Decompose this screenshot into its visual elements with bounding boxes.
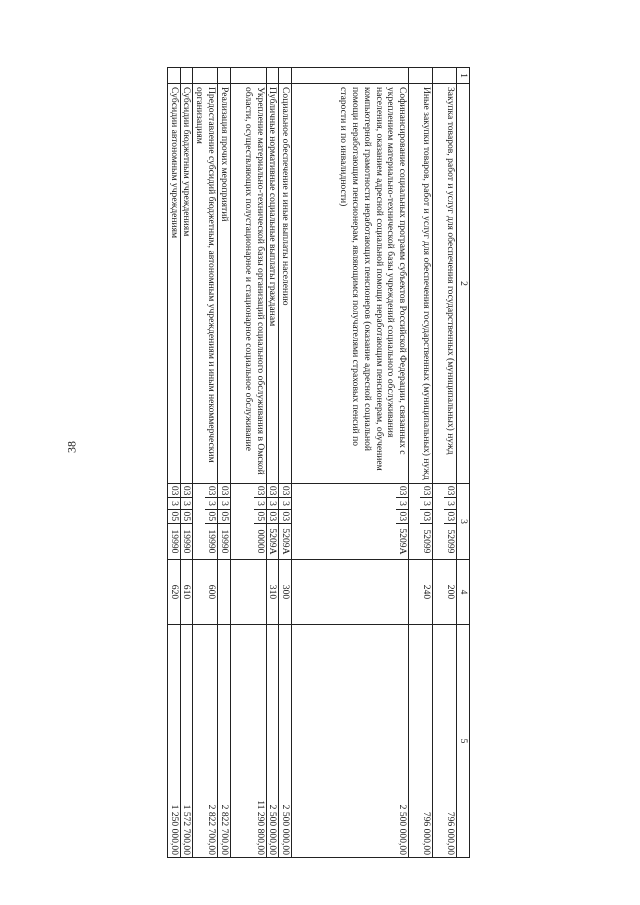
row-kind: 600: [193, 560, 217, 625]
code-part-2: 3: [168, 498, 180, 509]
code-part-2: 3: [254, 498, 266, 509]
code-part-3: 03: [267, 510, 279, 524]
row-code: [266, 484, 279, 560]
table-row: [292, 68, 409, 858]
code-part-1: 03: [218, 484, 230, 498]
page-number: 38: [64, 441, 79, 453]
code-part-3: 03: [444, 510, 456, 524]
row-name: Софинансирование социальных программ субъектов Российской Федерации, связанных с укреплением материально-технической базы учреждений социального обслуживания населения, оказанием адресной социальной помощи неработающим пенсионерам, обучением компьютерной грамотности неработающих пенсионеров (оказание адресной социальной помощи неработающим пенсионерам, являющимся получателями страховых пенсий по старости и по инвалидности): [292, 84, 409, 484]
code-part-1: 03: [444, 484, 456, 498]
row-name: Социальное обеспечение и иные выплаты населению: [279, 84, 292, 484]
code-part-4: 19990: [205, 529, 217, 554]
row-sum: 2 822 700,00: [217, 625, 230, 858]
table-row: [266, 68, 279, 858]
code-part-3: 05: [218, 510, 230, 524]
code-part-2: 3: [218, 498, 230, 509]
row-kind: 240: [409, 560, 433, 625]
row-kind: [292, 560, 409, 625]
code-part-2: 3: [444, 498, 456, 509]
code-part-2: 3: [420, 498, 432, 509]
budget-table-rotated: [100, 67, 470, 857]
row-code: [433, 484, 457, 560]
row-sum: 1 572 700,00: [180, 625, 193, 858]
header-col-4: 4: [457, 560, 470, 625]
row-col-1: [168, 68, 181, 84]
row-sum: 2 822 700,00: [193, 625, 217, 858]
row-sum: 2 500 000,00: [279, 625, 292, 858]
code-part-1: 03: [267, 484, 279, 498]
header-row: [457, 68, 470, 858]
row-kind: 200: [433, 560, 457, 625]
code-part-2: 3: [205, 498, 217, 509]
table-row: [180, 68, 193, 858]
code-part-4: 5209A: [267, 528, 279, 555]
code-part-3: 05: [205, 510, 217, 524]
row-code: [217, 484, 230, 560]
code-part-3: 03: [279, 510, 291, 524]
row-kind: 620: [168, 560, 181, 625]
row-col-1: [193, 68, 217, 84]
code-part-3: 03: [420, 510, 432, 524]
table-row: [433, 68, 457, 858]
row-col-1: [433, 68, 457, 84]
row-name: Реализация прочих мероприятий: [217, 84, 230, 484]
table-body: [168, 68, 457, 858]
table-row: [217, 68, 230, 858]
code-parts: [181, 484, 193, 559]
row-kind: 610: [180, 560, 193, 625]
code-part-1: 03: [396, 484, 408, 498]
row-sum: 1 250 000,00: [168, 625, 181, 858]
header-col-1: 1: [457, 68, 470, 84]
code-part-4: 5209A: [280, 528, 291, 555]
row-kind: [217, 560, 230, 625]
row-name: Субсидии автономным учреждениям: [168, 84, 181, 484]
table-row: [230, 68, 266, 858]
code-part-3: 05: [168, 510, 180, 524]
row-name: Публичные нормативные социальные выплаты гражданам: [266, 84, 279, 484]
header-col-2: 2: [457, 84, 470, 484]
budget-table: [167, 67, 470, 858]
header-col-5: 5: [457, 625, 470, 858]
table-row: [279, 68, 292, 858]
code-parts: [396, 484, 408, 559]
table-row: [193, 68, 217, 858]
code-part-4: 19990: [218, 529, 230, 554]
code-part-4: 19990: [181, 529, 193, 554]
code-parts: [168, 484, 180, 559]
code-part-4: 52099: [445, 529, 456, 554]
row-name: Иные закупки товаров, работ и услуг для обеспечения государственных (муниципальных) нужд: [409, 84, 433, 484]
code-part-1: 03: [420, 484, 432, 498]
code-part-1: 03: [279, 484, 291, 498]
row-sum: 796 000,00: [433, 625, 457, 858]
row-code: [279, 484, 292, 560]
row-code: [409, 484, 433, 560]
code-part-4: 00000: [254, 529, 266, 554]
row-kind: 310: [266, 560, 279, 625]
table-row: [409, 68, 433, 858]
code-part-2: 3: [396, 498, 408, 509]
row-name: Предоставление субсидий бюджетным, автономным учреждениям и иным некоммерческим организациям: [193, 84, 217, 484]
code-part-1: 03: [181, 484, 193, 498]
row-sum: 11 290 800,00: [230, 625, 266, 858]
code-parts: [254, 484, 266, 559]
row-code: [230, 484, 266, 560]
code-part-3: 03: [396, 510, 408, 524]
row-kind: [230, 560, 266, 625]
code-part-4: 5209A: [397, 528, 408, 555]
code-part-1: 03: [168, 484, 180, 498]
code-part-4: 52099: [421, 529, 432, 554]
row-col-1: [292, 68, 409, 84]
row-col-1: [217, 68, 230, 84]
row-name: Закупка товаров, работ и услуг для обеспечения государственных (муниципальных) нужд: [433, 84, 457, 484]
code-parts: [218, 484, 230, 559]
row-sum: 2 500 000,00: [266, 625, 279, 858]
code-part-2: 3: [267, 498, 279, 509]
row-code: [292, 484, 409, 560]
code-parts: [267, 484, 279, 559]
row-col-1: [279, 68, 292, 84]
code-part-3: 05: [254, 510, 266, 524]
code-part-4: 19990: [168, 529, 180, 554]
row-col-1: [180, 68, 193, 84]
row-code: [193, 484, 217, 560]
code-part-1: 03: [205, 484, 217, 498]
code-part-2: 3: [181, 498, 193, 509]
code-parts: [279, 484, 291, 559]
code-parts: [205, 484, 217, 559]
row-code: [180, 484, 193, 560]
code-parts: [444, 484, 456, 559]
row-code: [168, 484, 181, 560]
row-kind: 300: [279, 560, 292, 625]
code-part-2: 3: [279, 498, 291, 509]
row-name: Субсидии бюджетным учреждениям: [180, 84, 193, 484]
code-parts: [420, 484, 432, 559]
code-part-3: 05: [181, 510, 193, 524]
table-row: [168, 68, 181, 858]
row-sum: 2 500 000,00: [292, 625, 409, 858]
header-col-3: 3: [457, 484, 470, 560]
row-col-1: [266, 68, 279, 84]
row-sum: 796 000,00: [409, 625, 433, 858]
row-name: Укрепление материально-технической базы организаций социального обслуживания в Омской области, осуществляющих полустационарное и стационарное социальное обслуживание: [230, 84, 266, 484]
row-col-1: [409, 68, 433, 84]
row-col-1: [230, 68, 266, 84]
code-part-1: 03: [254, 484, 266, 498]
